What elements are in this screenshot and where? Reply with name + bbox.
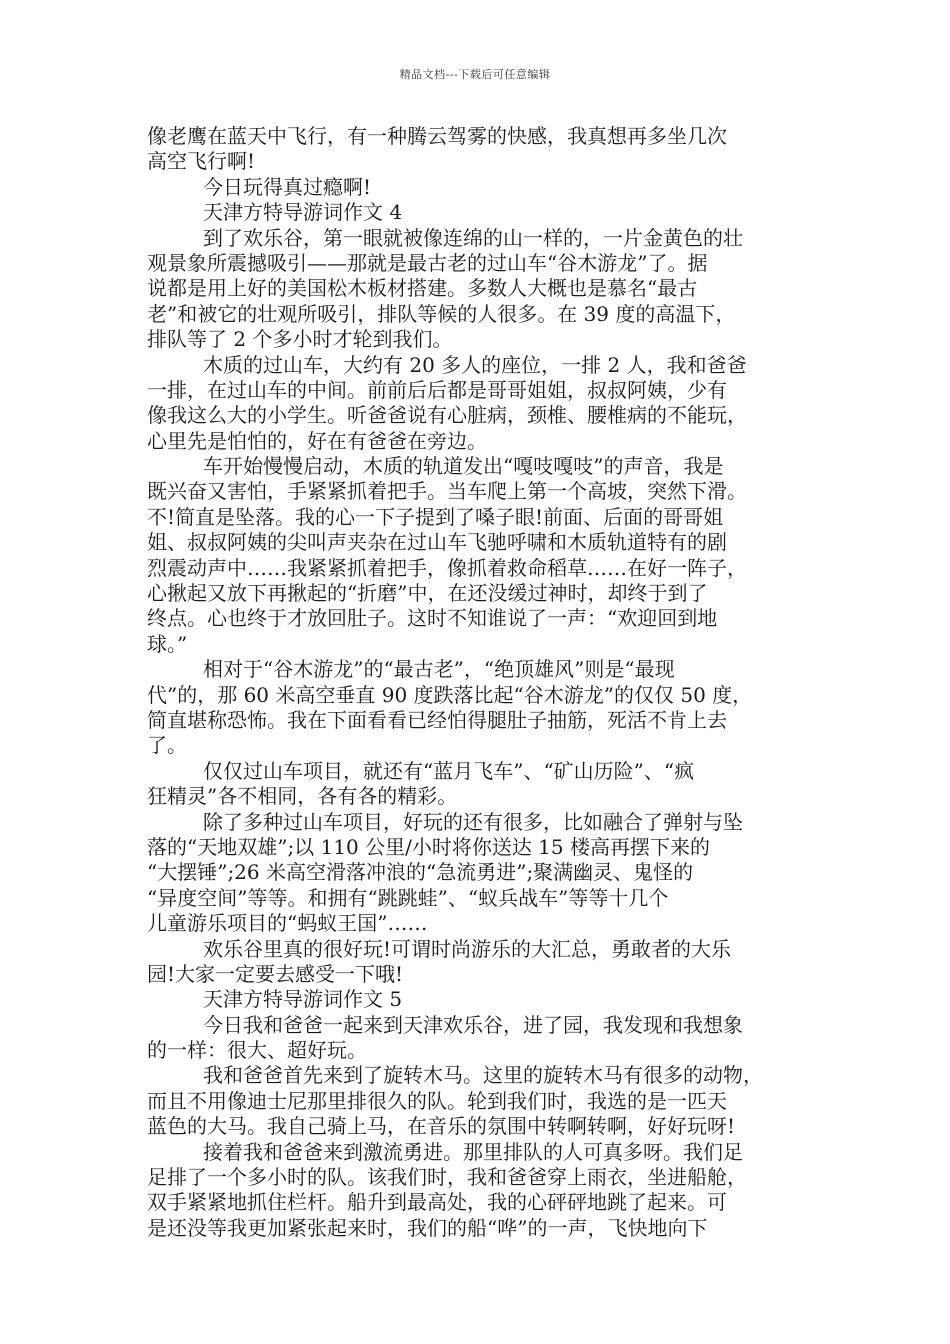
text-line: 是还没等我更加紧张起来时，我们的船“哗”的一声，飞快地向下 [147, 1215, 708, 1240]
text-line: 儿童游乐项目的“蚂蚁王国”…… [147, 911, 428, 936]
text-line: 天津方特导游词作文 4 [203, 200, 403, 225]
text-line: 不!简直是坠落。我的心一下子提到了嗓子眼!前面、后面的哥哥姐 [147, 504, 724, 529]
text-line: 接着我和爸爸来到激流勇进。那里排队的人可真多呀。我们足 [203, 1139, 743, 1164]
text-line: 我和爸爸首先来到了旋转木马。这里的旋转木马有很多的动物， [203, 1063, 763, 1088]
text-line: 观景象所震撼吸引——那就是最古老的过山车“谷木游龙”了。据 [147, 250, 708, 275]
text-line: 了。 [147, 733, 187, 758]
text-line: 仅仅过山车项目，就还有“蓝月飞车”、“矿山历险”、“疯 [203, 758, 695, 783]
page-header: 精品文档---下载后可任意编辑 [399, 68, 551, 81]
text-line: “大摆锤”;26 米高空滑落冲浪的“急流勇进”;聚满幽灵、鬼怪的 [147, 860, 694, 885]
text-line: 像老鹰在蓝天中飞行，有一种腾云驾雾的快感，我真想再多坐几次 [147, 124, 727, 148]
text-line: 终点。心也终于才放回肚子。这时不知谁说了一声：“欢迎回到地 [147, 606, 718, 631]
text-line: 蓝色的大马。我自己骑上马，在音乐的氛围中转啊转啊，好好玩呀! [147, 1114, 736, 1139]
text-line: 心揪起又放下再揪起的“折磨”中，在还没缓过神时，却终于到了 [147, 581, 708, 606]
text-line: 心里先是怕怕的，好在有爸爸在旁边。 [147, 428, 487, 453]
text-line: 今日我和爸爸一起来到天津欢乐谷，进了园，我发现和我想象 [203, 1012, 743, 1037]
text-line: 一排，在过山车的中间。前前后后都是哥哥姐姐，叔叔阿姨，少有 [147, 377, 727, 402]
text-line: 球。” [147, 631, 188, 656]
text-line: 到了欢乐谷，第一眼就被像连绵的山一样的，一片金黄色的壮 [203, 225, 743, 250]
text-line: 简直堪称恐怖。我在下面看看已经怕得腿肚子抽筋，死活不肯上去 [147, 707, 727, 732]
text-line: 烈震动声中……我紧紧抓着把手，像抓着救命稻草……在好一阵子， [147, 555, 747, 580]
text-line: 老”和被它的壮观所吸引，排队等候的人很多。在 39 度的高温下， [147, 301, 736, 326]
text-line: 今日玩得真过瘾啊! [203, 174, 372, 199]
text-line: 园!大家一定要去感受一下哦! [147, 961, 404, 986]
text-line: 车开始慢慢启动，木质的轨道发出“嘎吱嘎吱”的声音，我是 [203, 454, 724, 479]
text-line: 除了多种过山车项目，好玩的还有很多，比如融合了弹射与坠 [203, 809, 743, 834]
text-line: 天津方特导游词作文 5 [203, 987, 403, 1012]
text-line: “异度空间”等等。和拥有“跳跳蛙”、“蚁兵战车”等等十几个 [147, 885, 669, 910]
text-line: 代”的，那 60 米高空垂直 90 度跌落比起“谷木游龙”的仅仅 50 度， [147, 682, 753, 707]
text-line: 落的“天地双雄”;以 110 公里/小时将你送达 15 楼高再摆下来的 [147, 834, 710, 859]
text-line: 木质的过山车，大约有 20 多人的座位，一排 2 人，我和爸爸 [203, 352, 747, 377]
text-line: 双手紧紧地抓住栏杆。船升到最高处，我的心砰砰地跳了起来。可 [147, 1190, 727, 1215]
text-line: 狂精灵”各不相同，各有各的精彩。 [147, 784, 458, 809]
text-line: 欢乐谷里真的很好玩!可谓时尚游乐的大汇总，勇敢者的大乐 [203, 936, 732, 961]
text-line: 的一样：很大、超好玩。 [147, 1038, 367, 1063]
text-line: 姐、叔叔阿姨的尖叫声夹杂在过山车飞驰呼啸和木质轨道特有的剧 [147, 530, 727, 555]
text-line: 排队等了 2 个多小时才轮到我们。 [147, 327, 453, 352]
text-line: 而且不用像迪士尼那里排很久的队。轮到我们时，我选的是一匹天 [147, 1088, 727, 1113]
document-body [147, 124, 813, 1241]
text-line: 相对于“谷木游龙”的“最古老”，“绝顶雄风”则是“最现 [203, 657, 675, 682]
text-line: 说都是用上好的美国松木板材搭建。多数人大概也是慕名“最古 [147, 276, 698, 301]
text-line: 既兴奋又害怕，手紧紧抓着把手。当车爬上第一个高坡，突然下滑。 [147, 479, 747, 504]
text-line: 高空飞行啊! [147, 149, 256, 174]
text-line: 足排了一个多小时的队。该我们时，我和爸爸穿上雨衣，坐进船舱， [147, 1165, 747, 1190]
text-line: 像我这么大的小学生。听爸爸说有心脏病，颈椎、腰椎病的不能玩， [147, 403, 747, 428]
